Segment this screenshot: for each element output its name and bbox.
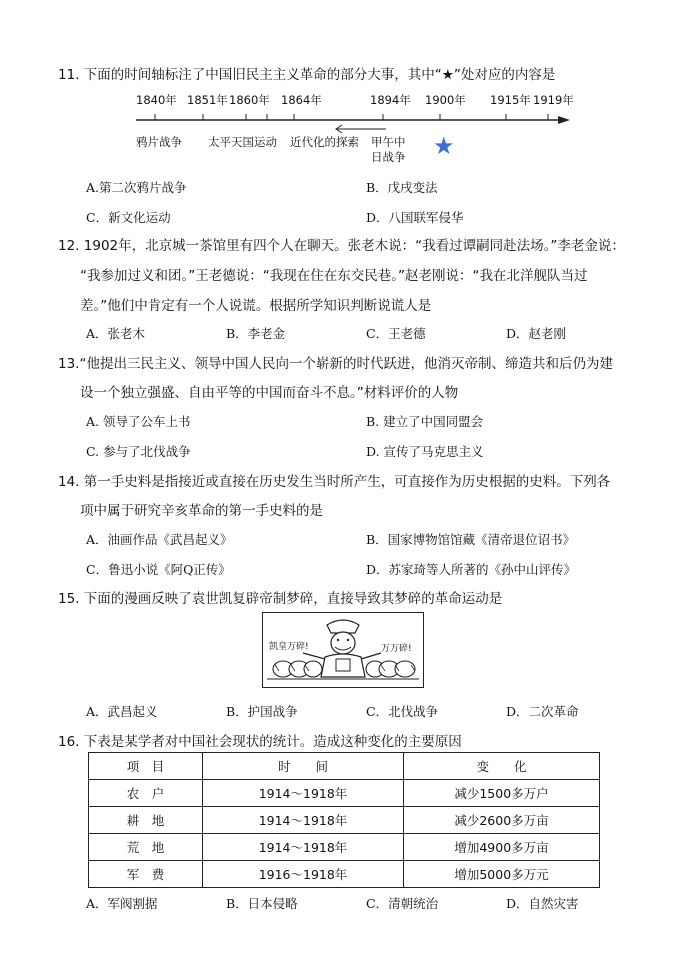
question-13-line: 设一个独立强盛、自由平等的中国而奋斗不息。”材料评价的人物 [80, 385, 459, 401]
question-14-line: 14. 第一手史料是指接近或直接在历史发生当时所产生，可直接作为历史根据的史料。下列各 [58, 474, 611, 490]
table-cell: 1914～1918年 [203, 807, 404, 834]
q13-option-c[interactable]: C. 参与了北伐战争 [86, 444, 191, 459]
q12-option-d[interactable]: D．赵老刚 [506, 326, 567, 341]
timeline-year: 1840年 [136, 93, 177, 107]
table-row [89, 780, 600, 807]
table-header-cell: 项 目 [89, 753, 203, 780]
star-icon: ★ [433, 132, 455, 160]
q11-option-b[interactable]: B．戊戌变法 [366, 180, 438, 195]
table-cell: 农 户 [89, 780, 203, 807]
question-14-line: 项中属于研究辛亥革命的第一手史料的是 [80, 503, 323, 519]
timeline-year: 1860年 [229, 93, 270, 107]
q14-option-d[interactable]: D．苏家琦等人所著的《孙中山评传》 [366, 562, 577, 577]
table-header-cell: 时 间 [203, 753, 404, 780]
timeline-event: 鸦片战争 [136, 135, 182, 149]
table-row [89, 834, 600, 861]
q12-option-a[interactable]: A．张老木 [86, 326, 146, 341]
q13-option-b[interactable]: B. 建立了中国同盟会 [366, 414, 484, 429]
timeline-event: 日战争 [371, 150, 406, 164]
q12-option-b[interactable]: B．李老金 [226, 326, 286, 341]
q15-option-c[interactable]: C．北伐战争 [366, 704, 439, 719]
table-header-cell: 变 化 [404, 753, 600, 780]
q16-option-c[interactable]: C．清朝统治 [366, 896, 439, 911]
q11-option-d[interactable]: D．八国联军侵华 [366, 210, 464, 225]
q16-option-a[interactable]: A．军阀割据 [86, 896, 158, 911]
q16-option-d[interactable]: D．自然灾害 [506, 896, 579, 911]
timeline-year: 1900年 [425, 93, 466, 107]
q15-option-d[interactable]: D．二次革命 [506, 704, 579, 719]
table-cell: 减少2600多万亩 [404, 807, 600, 834]
cartoon-image [262, 612, 424, 688]
table-cell: 增加4900多万亩 [404, 834, 600, 861]
q14-option-a[interactable]: A．油画作品《武昌起义》 [86, 532, 233, 547]
timeline-year: 1894年 [370, 93, 411, 107]
table-header-row [89, 753, 600, 780]
table-cell: 耕 地 [89, 807, 203, 834]
statistics-table [88, 752, 600, 888]
timeline-event: 近代化的探索 [290, 135, 359, 149]
timeline-year: 1864年 [281, 93, 322, 107]
q12-option-c[interactable]: C．王老德 [366, 326, 426, 341]
question-13-line: 13.“他提出三民主义、领导中国人民向一个崭新的时代跃进，他消灭帝制、缔造共和后仍为建 [58, 356, 613, 372]
table-cell: 军 费 [89, 861, 203, 888]
yuan-shikai-cartoon-drawing [263, 613, 423, 687]
q14-option-c[interactable]: C．鲁迅小说《阿Q正传》 [86, 562, 231, 577]
q14-option-b[interactable]: B．国家博物馆馆藏《清帝退位诏书》 [366, 532, 576, 547]
table-cell: 荒 地 [89, 834, 203, 861]
q11-option-a[interactable]: A.第二次鸦片战争 [86, 180, 187, 195]
q13-option-d[interactable]: D. 宣传了马克思主义 [366, 444, 484, 459]
question-12-line: 12. 1902年，北京城一茶馆里有四个人在聊天。张老木说：“我看过谭嗣同赴法场。”李老金说： [58, 238, 625, 254]
question-12-line: “我参加过义和团。”王老德说：“我现在住在东交民巷。”赵老刚说：“我在北洋舰队当过 [80, 268, 588, 284]
question-15-stem: 15. 下面的漫画反映了袁世凯复辟帝制梦碎，直接导致其梦碎的革命运动是 [58, 591, 503, 607]
q15-option-a[interactable]: A．武昌起义 [86, 704, 158, 719]
q13-option-a[interactable]: A. 领导了公车上书 [86, 414, 191, 429]
table-cell: 减少1500多万户 [404, 780, 600, 807]
q16-option-b[interactable]: B．日本侵略 [226, 896, 298, 911]
table-row [89, 807, 600, 834]
timeline-year: 1919年 [533, 93, 574, 107]
question-16-stem: 16. 下表是某学者对中国社会现状的统计。造成这种变化的主要原因 [58, 734, 462, 750]
table-cell: 增加5000多万元 [404, 861, 600, 888]
question-12-line: 差。”他们中肯定有一个人说谎。根据所学知识判断说谎人是 [80, 298, 432, 314]
table-cell: 1914～1918年 [203, 834, 404, 861]
table-cell: 1916～1918年 [203, 861, 404, 888]
table-cell: 1914～1918年 [203, 780, 404, 807]
table-row [89, 861, 600, 888]
q11-option-c[interactable]: C．新文化运动 [86, 210, 171, 225]
cartoon-left-caption: 凯皇万碎! [269, 642, 309, 652]
timeline-year: 1915年 [490, 93, 531, 107]
q15-option-b[interactable]: B．护国战争 [226, 704, 298, 719]
cartoon-right-caption: 万万碎! [381, 644, 412, 654]
timeline-year: 1851年 [187, 93, 228, 107]
timeline-event: 太平天国运动 [208, 135, 277, 149]
timeline-event: 甲午中 [371, 135, 406, 149]
question-11-stem: 11. 下面的时间轴标注了中国旧民主主义革命的部分大事，其中“★”处对应的内容是 [58, 67, 556, 83]
